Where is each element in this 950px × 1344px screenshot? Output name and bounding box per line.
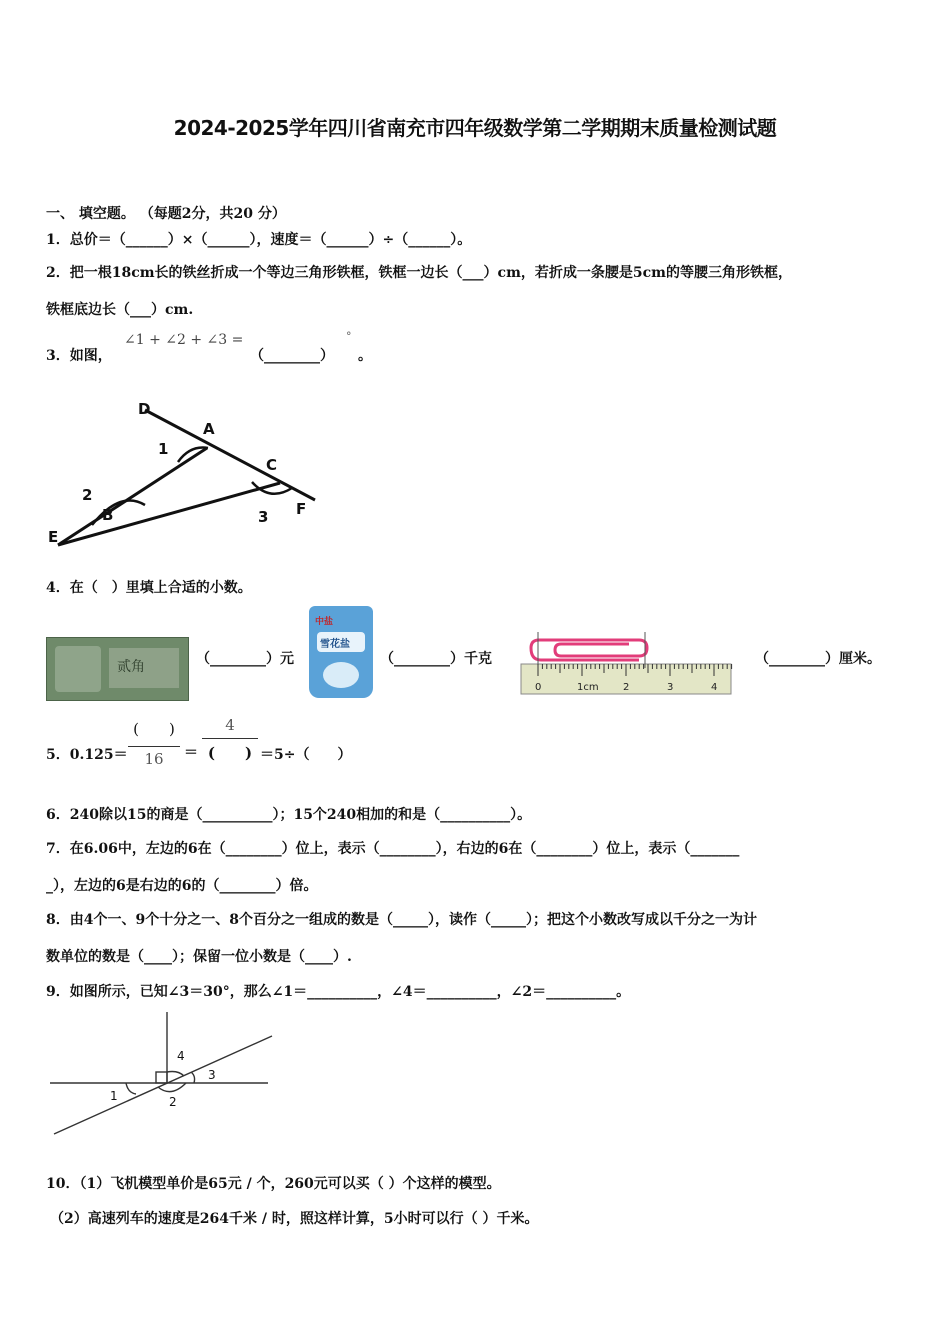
label-a: A bbox=[203, 420, 215, 438]
question-5-equals: ＝ bbox=[184, 745, 198, 761]
question-10-part-2: （2）高速列车的速度是264千米 / 时，照这样计算，5小时可以行（ ）千米。 bbox=[50, 1211, 539, 1227]
slanted-line bbox=[54, 1036, 272, 1134]
question-5-tail: ＝5÷（ ） bbox=[260, 747, 352, 763]
fraction-2-numerator: 4 bbox=[225, 716, 235, 734]
question-8-line-2: 数单位的数是（____）；保留一位小数是（____）. bbox=[46, 949, 352, 965]
question-9: 9．如图所示，已知∠3＝30°，那么∠1＝__________，∠4＝__________，∠2＝__________。 bbox=[46, 984, 631, 1000]
question-7-line-2: _），左边的6是右边的6的（________）倍。 bbox=[46, 878, 318, 894]
question-2-line-2: 铁框底边长（___）cm. bbox=[46, 302, 194, 318]
question-1: 1．总价＝（______）×（______），速度＝（______）÷（______）。 bbox=[46, 232, 472, 248]
ruler-label-1: 1cm bbox=[577, 682, 599, 693]
label-angle-4: 4 bbox=[177, 1049, 185, 1063]
right-angle-mark bbox=[156, 1072, 167, 1083]
question-2-line-1: 2．把一根18cm长的铁丝折成一个等边三角形铁框，铁框一边长（___）cm，若折成一条腰是5cm的等腰三角形铁框， bbox=[46, 265, 792, 281]
fraction-2-denominator: ( ) bbox=[207, 744, 253, 762]
ruler-label-0: 0 bbox=[535, 682, 542, 693]
fraction-1-bar bbox=[128, 746, 180, 747]
banknote-image bbox=[46, 637, 189, 701]
salt-pile bbox=[323, 662, 359, 688]
question-7-line-1: 7．在6.06中，左边的6在（________）位上，表示（________），右边的6在（________）位上，表示（_______ bbox=[46, 841, 740, 857]
question-5-prefix: 5．0.125＝ bbox=[46, 747, 128, 763]
question-3-blank: （________） bbox=[250, 348, 334, 364]
figure-angles-1-4 bbox=[46, 1008, 276, 1136]
question-3-prefix: 3．如图， bbox=[46, 348, 112, 364]
angle-3-arc bbox=[191, 1072, 195, 1083]
label-c: C bbox=[266, 456, 278, 474]
label-angle-2: 2 bbox=[82, 486, 93, 504]
label-e: E bbox=[48, 528, 59, 546]
section-heading: 一、 填空题。 （每题2分，共20 分） bbox=[46, 206, 286, 222]
label-b: B bbox=[102, 506, 114, 524]
question-10-part-1: 10．（1）飞机模型单价是65元 / 个，260元可以买（ ）个这样的模型。 bbox=[46, 1176, 501, 1192]
question-6: 6．240除以15的商是（__________）；15个240相加的和是（__________）。 bbox=[46, 807, 532, 823]
question-8-line-1: 8．由4个一、9个十分之一、8个百分之一组成的数是（_____），读作（_____）；把这个小数改写成以千分之一为计 bbox=[46, 912, 757, 928]
question-3-expression: ∠1 + ∠2 + ∠3 = bbox=[124, 332, 244, 348]
salt-bag-image bbox=[309, 606, 373, 698]
banknote-portrait bbox=[55, 646, 101, 692]
question-3-degree: ° bbox=[346, 330, 352, 343]
ruler-paperclip-image bbox=[519, 632, 741, 698]
page-title: 2024-2025学年四川省南充市四年级数学第二学期期末质量检测试题 bbox=[173, 116, 777, 140]
angle-2-arc bbox=[158, 1083, 186, 1092]
paperclip bbox=[539, 640, 647, 656]
question-4-blank-2: （________）千克 bbox=[380, 651, 492, 667]
fraction-1-numerator: ( ) bbox=[133, 720, 175, 738]
question-4: 4．在（ ）里填上合适的小数。 bbox=[46, 580, 252, 596]
question-4-blank-1: （________）元 bbox=[196, 651, 294, 667]
label-f: F bbox=[296, 500, 307, 518]
figure-angles-1-2-3 bbox=[40, 390, 330, 555]
salt-name: 雪花盐 bbox=[320, 639, 350, 650]
label-angle-3: 3 bbox=[208, 1068, 216, 1082]
angle-1-arc bbox=[126, 1083, 136, 1094]
angle-4-arc bbox=[167, 1072, 184, 1077]
question-4-blank-3: （________）厘米。 bbox=[755, 651, 881, 667]
label-angle-1: 1 bbox=[158, 440, 169, 458]
label-d: D bbox=[138, 400, 151, 418]
line-da-cf bbox=[145, 410, 315, 500]
line-eba bbox=[58, 448, 207, 545]
label-angle-1: 1 bbox=[110, 1089, 118, 1103]
fraction-2-bar bbox=[202, 738, 258, 739]
fraction-1-denominator: 16 bbox=[144, 750, 164, 768]
ruler-label-2: 2 bbox=[623, 682, 630, 693]
ruler-label-4: 4 bbox=[711, 682, 718, 693]
question-3-end: 。 bbox=[358, 348, 372, 364]
label-angle-3: 3 bbox=[258, 508, 269, 526]
label-angle-2: 2 bbox=[169, 1095, 177, 1109]
banknote-value: 贰角 bbox=[117, 659, 145, 675]
ruler-label-3: 3 bbox=[667, 682, 674, 693]
salt-brand-logo: 中盐 bbox=[315, 617, 334, 627]
